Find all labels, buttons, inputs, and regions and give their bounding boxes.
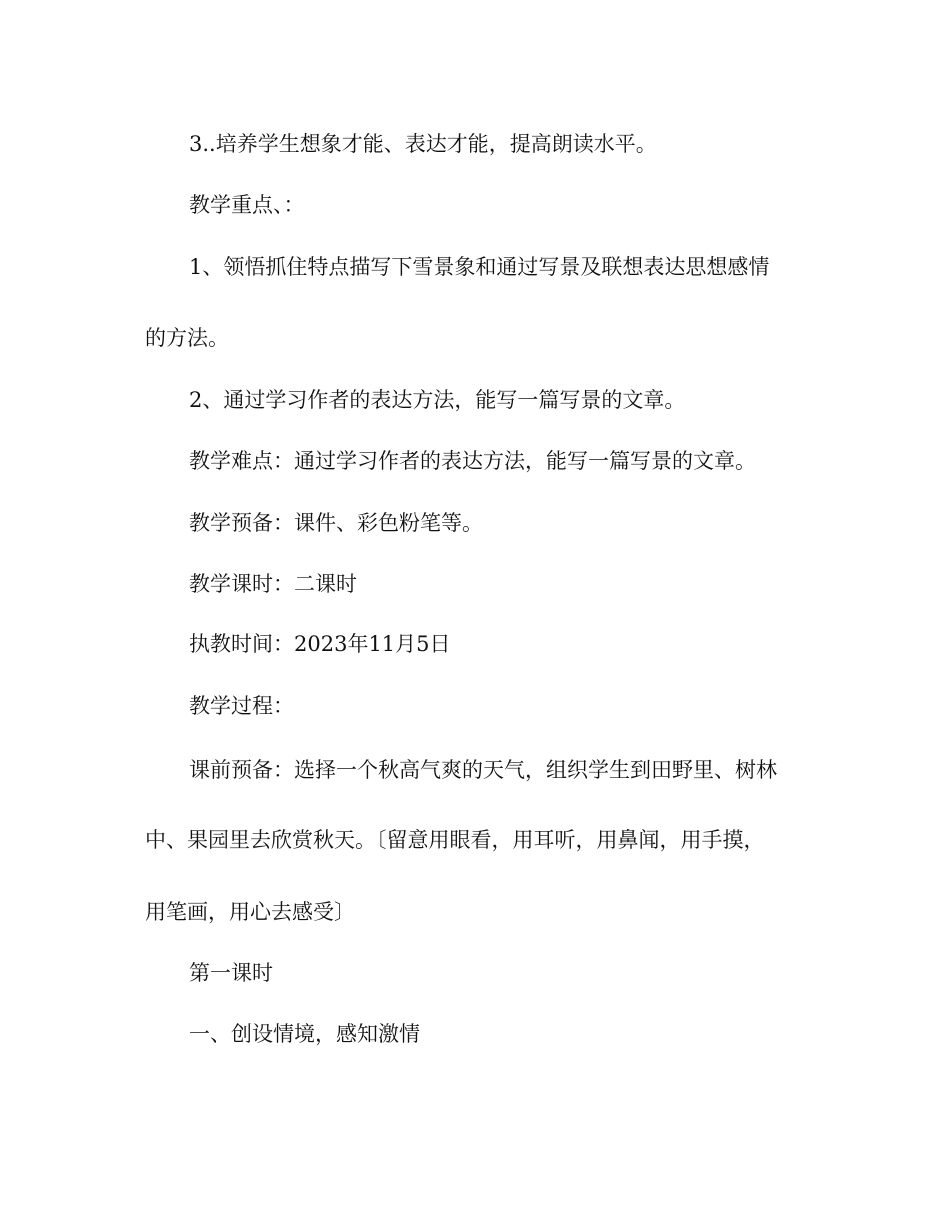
preparation-text: 教学预备：课件、彩色粉笔等。 — [189, 511, 483, 535]
section-one-heading: 一、创设情境，感知激情 — [189, 1022, 420, 1046]
difficulty-text: 教学难点：通过学习作者的表达方法，能写一篇写景的文章。 — [189, 449, 756, 473]
teaching-date-text: 执教时间：2023年11月5日 — [189, 632, 451, 656]
objective-3-text: 3..培养学生想象才能、表达才能，提高朗读水平。 — [189, 132, 657, 156]
process-heading: 教学过程： — [189, 694, 294, 718]
pre-class-continuation-2: 用笔画，用心去感受〕 — [145, 900, 355, 924]
first-lesson-heading: 第一课时 — [189, 961, 273, 985]
class-hours-text: 教学课时：二课时 — [189, 572, 357, 596]
key-point-1-text: 1、领悟抓住特点描写下雪景象和通过写景及联想表达思想感情 — [189, 255, 770, 279]
key-point-1-continuation: 的方法。 — [145, 326, 229, 350]
pre-class-continuation-1: 中、果园里去欣赏秋天。〔留意用眼看，用耳听，用鼻闻，用手摸， — [145, 828, 765, 852]
key-points-heading: 教学重点、： — [189, 193, 305, 217]
key-point-2-text: 2、通过学习作者的表达方法，能写一篇写景的文章。 — [189, 388, 686, 412]
pre-class-text: 课前预备：选择一个秋高气爽的天气，组织学生到田野里、树林 — [189, 758, 777, 782]
